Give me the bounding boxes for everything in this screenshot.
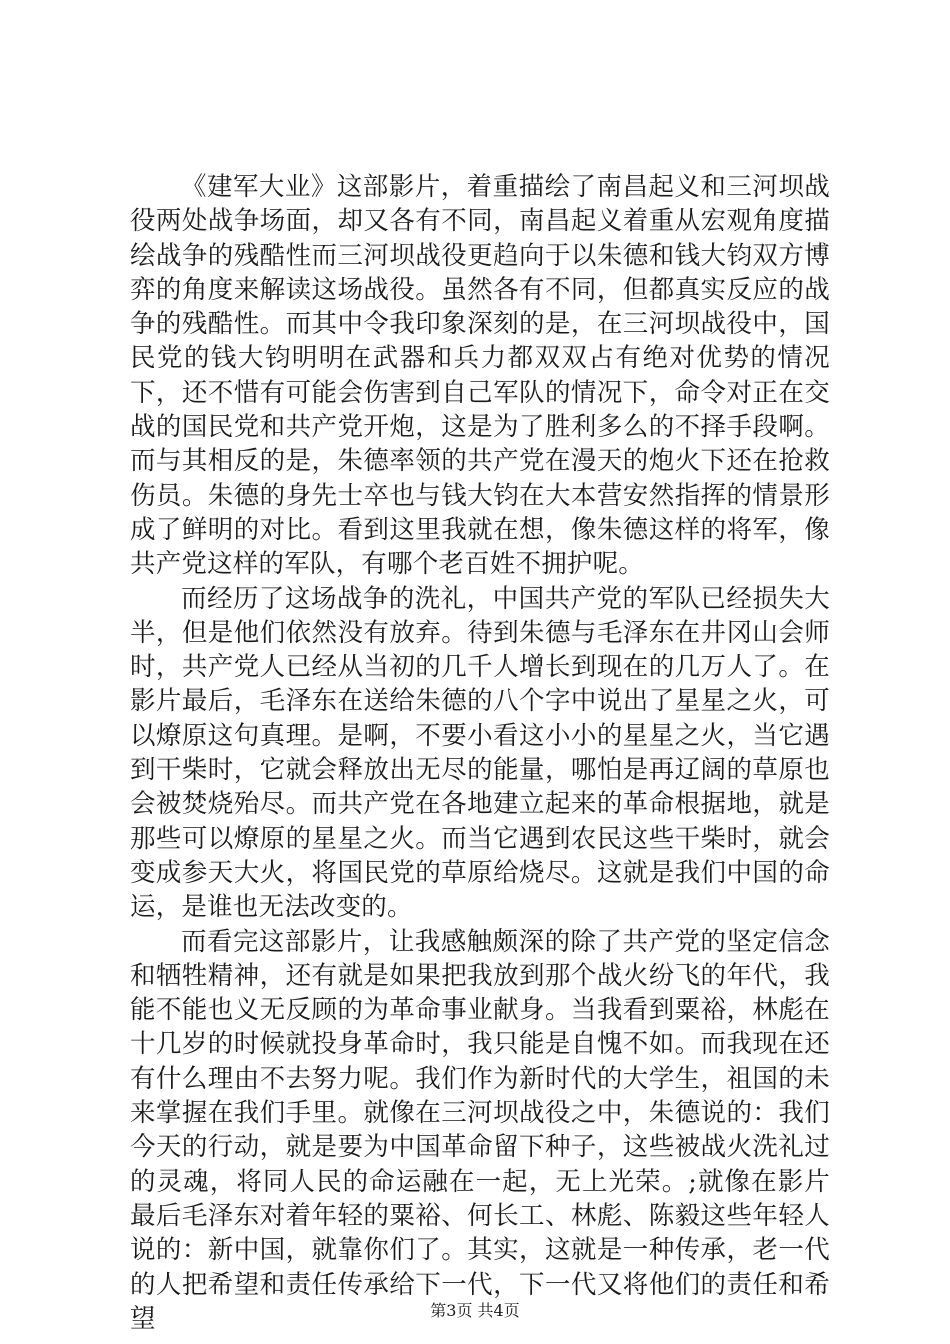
paragraph-2: 而经历了这场战争的洗礼，中国共产党的军队已经损失大半，但是他们依然没有放弃。待到朱德与毛泽东在井冈山会师时，共产党人已经从当初的几千人增长到现在的几万人了。在影片最后，毛泽东在送给朱德的八个字中说出了星星之火，可以燎原这句真理。是啊，不要小看这小小的星星之火，当它遇到干柴时，它就会释放出无尽的能量，哪怕是再辽阔的草原也会被焚烧殆尽。而共产党在各地建立起来的革命根据地，就是那些可以燎原的星星之火。而当它遇到农民这些干柴时，就会变成参天大火，将国民党的草原给烧尽。这就是我们中国的命运，是谁也无法改变的。 [130,583,830,923]
paragraph-1: 《建军大业》这部影片，着重描绘了南昌起义和三河坝战役两处战争场面，却又各有不同，南昌起义着重从宏观角度描绘战争的残酷性而三河坝战役更趋向于以朱德和钱大钧双方博弈的角度来解读这场战役。虽然各有不同，但都真实反应的战争的残酷性。而其中令我印象深刻的是，在三河坝战役中，国民党的钱大钧明明在武器和兵力都双双占有绝对优势的情况下，还不惜有可能会伤害到自己军队的情况下，命令对正在交战的国民党和共产党开炮，这是为了胜利多么的不择手段啊。而与其相反的是，朱德率领的共产党在漫天的炮火下还在抢救伤员。朱德的身先士卒也与钱大钧在大本营安然指挥的情景形成了鲜明的对比。看到这里我就在想，像朱德这样的将军，像共产党这样的军队，有哪个老百姓不拥护呢。 [130,172,830,580]
page-footer: 第3页 共4页 [430,1301,520,1320]
paragraph-3: 而看完这部影片，让我感触颇深的除了共产党的坚定信念和牺牲精神，还有就是如果把我放到那个战火纷飞的年代，我能不能也义无反顾的为革命事业献身。当我看到粟裕，林彪在十几岁的时候就投身革命时，我只能是自愧不如。而我现在还有什么理由不去努力呢。我们作为新时代的大学生，祖国的未来掌握在我们手里。就像在三河坝战役之中，朱德说的：我们今天的行动，就是要为中国革命留下种子，这些被战火洗礼过的灵魂，将同人民的命运融在一起，无上光荣。;就像在影片最后毛泽东对着年轻的粟裕、何长工、林彪、陈毅这些年轻人说的：新中国，就靠你们了。其实，这就是一种传承，老一代的人把希望和责任传承给下一代，下一代又将他们的责任和希望 [130,926,830,1334]
body-text [130,170,830,1336]
